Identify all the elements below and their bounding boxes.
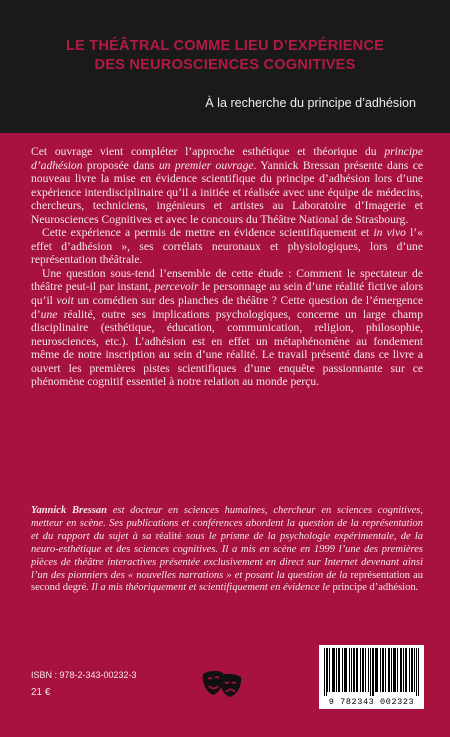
barcode-number: 9 782343 002323 — [328, 697, 415, 707]
barcode — [319, 645, 424, 709]
text-segment: principe d’adhésion — [31, 145, 423, 172]
barcode-bar — [377, 648, 378, 692]
header-band — [0, 0, 450, 133]
text-segment: principe d’adhésion — [332, 582, 416, 594]
text-segment: l’« effet d’adhésion », ses corrélats neuronaux et physiologiques, lors d’une représentation théâtrale. — [31, 226, 424, 267]
text-segment: représentation au second degré — [31, 569, 423, 594]
barcode-bar — [342, 648, 343, 692]
barcode-bar — [385, 648, 386, 692]
text-segment: sous le prisme de la psychologie expérimentale, de la neuro-esthétique et des sciences cognitives. Il a mis en scène en 1999 l’une des premières pièces de théâtre interactives présentée exclusivement en direct sur Internet devenant ainsi l’un des pionniers des « nouvelles narrations » et posant la question de la — [31, 530, 423, 581]
price-text: 21 € — [31, 687, 51, 698]
barcode-bar — [332, 648, 333, 692]
barcode-bar — [376, 648, 377, 692]
text-segment: réalité, outre ses implications psychologiques, concerne un large champ disciplinaire (esthétique, éducation, communication, religion, philosophie, neurosciences, etc.). L’adhésion est en effet un métaphénomène au fondement même de notre inscription au sein d’une réalité. Le travail présenté dans ce livre a ouvert les premières pistes scientifiques d’une enquête passionnante sur ce phénomène cognitif essentiel à notre relation au monde perçu. — [31, 307, 423, 389]
barcode-bar — [327, 648, 328, 692]
barcode-bar — [405, 648, 406, 692]
isbn-text: ISBN : 978-2-343-00232-3 — [31, 670, 137, 680]
barcode-bar — [370, 648, 371, 696]
barcode-bar — [338, 648, 339, 692]
barcode-bar — [406, 648, 407, 692]
barcode-bar — [372, 648, 373, 696]
barcode-bar — [382, 648, 383, 692]
text-segment: voit — [56, 294, 74, 308]
barcode-bar — [380, 648, 381, 692]
barcode-bar — [345, 648, 346, 692]
summary-text — [31, 145, 423, 389]
text-segment: est docteur en sciences humaines, chercheur en sciences cognitives, metteur en scène. Ses publications et conférences abordent la question de la représentation et du rapport du sujet à sa — [31, 505, 424, 542]
barcode-bar — [351, 648, 352, 692]
barcode-bar — [362, 648, 363, 692]
barcode-bar — [397, 648, 398, 692]
barcode-bar — [403, 648, 404, 692]
barcode-bar — [344, 648, 345, 692]
text-segment: in vivo — [373, 226, 406, 240]
text-segment: . Yannick Bressan présente dans ce nouveau livre la mise en évidence scientifique du principe d’adhésion lors d’une expérience interdisciplinaire qu’il a initiée et réalisée avec une équipe de médecins, chercheurs, techniciens, ingénieurs et artistes au Laboratoire d’Imagerie et Neurosciences Cognitives et avec le concours du Théâtre National de Strasbourg. — [31, 158, 423, 226]
barcode-bar — [418, 648, 419, 696]
text-segment: un comédien sur des planches de théâtre ? Cette question de l’émergence d’ — [31, 294, 424, 321]
text-segment: une — [40, 307, 58, 321]
summary-paragraph-1 — [31, 145, 423, 226]
barcode-bar — [356, 648, 357, 692]
barcode-bar — [339, 648, 340, 692]
barcode-bar — [326, 648, 327, 696]
barcode-bar — [333, 648, 334, 692]
barcode-bar — [411, 648, 412, 692]
barcode-bar — [360, 648, 361, 692]
barcode-bar — [346, 648, 347, 692]
barcode-bar — [336, 648, 337, 692]
barcode-bar — [388, 648, 389, 692]
text-segment: le personnage au sein d’une réalité fictive alors qu’il — [31, 280, 423, 308]
barcode-bar — [383, 648, 384, 692]
author-bio-paragraph — [31, 505, 423, 595]
text-segment: . — [415, 582, 419, 594]
book-subtitle: À la recherche du principe d’adhésion — [205, 96, 416, 110]
barcode-bar — [353, 648, 354, 692]
text-segment: réalité — [155, 530, 182, 542]
text-segment: Yannick Bressan — [31, 505, 108, 516]
barcode-bar — [354, 648, 355, 692]
barcode-bar — [373, 648, 374, 696]
barcode-bar — [409, 648, 410, 692]
barcode-bar — [368, 648, 369, 692]
summary-paragraph-3 — [31, 267, 423, 389]
text-segment: un premier ouvrage — [158, 158, 254, 172]
barcode-bar — [400, 648, 401, 692]
text-segment: proposée dans — [82, 158, 159, 172]
barcode-bar — [349, 648, 350, 692]
text-segment: Cette expérience a permis de mettre en évidence scientifiquement et — [42, 226, 374, 240]
theatre-masks-icon — [200, 668, 244, 700]
barcode-bar — [395, 648, 396, 692]
title-line-1: LE THÉÂTRAL COMME LIEU D’EXPÉRIENCE — [65, 38, 385, 54]
barcode-bars — [324, 648, 419, 696]
barcode-bar — [334, 648, 335, 692]
barcode-bar — [329, 648, 330, 692]
summary-paragraph-2 — [31, 226, 423, 267]
barcode-bar — [389, 648, 390, 692]
barcode-bar — [365, 648, 366, 692]
barcode-bar — [394, 648, 395, 692]
barcode-bar — [375, 648, 376, 692]
text-segment: Une question sous-tend l’ensemble de cette étude : Comment le spectateur de théâtre peut-il par instant, — [31, 266, 423, 294]
barcode-bar — [414, 648, 415, 692]
text-segment: . Il a mis théoriquement et scientifiquement en évidence le — [86, 582, 333, 594]
barcode-bar — [391, 648, 392, 692]
title-line-2: DES NEUROSCIENCES COGNITIVES — [94, 57, 356, 73]
barcode-bar — [393, 648, 394, 692]
text-segment: Cet ouvrage vient compléter l’approche esthétique et théorique du — [31, 145, 385, 158]
book-title — [30, 37, 420, 75]
barcode-bar — [401, 648, 402, 692]
barcode-bar — [412, 648, 413, 692]
barcode-bar — [363, 648, 364, 692]
barcode-bar — [324, 648, 325, 696]
barcode-bar — [416, 648, 417, 696]
barcode-bar — [357, 648, 358, 692]
text-segment: percevoir — [154, 280, 199, 294]
author-bio — [31, 505, 423, 595]
